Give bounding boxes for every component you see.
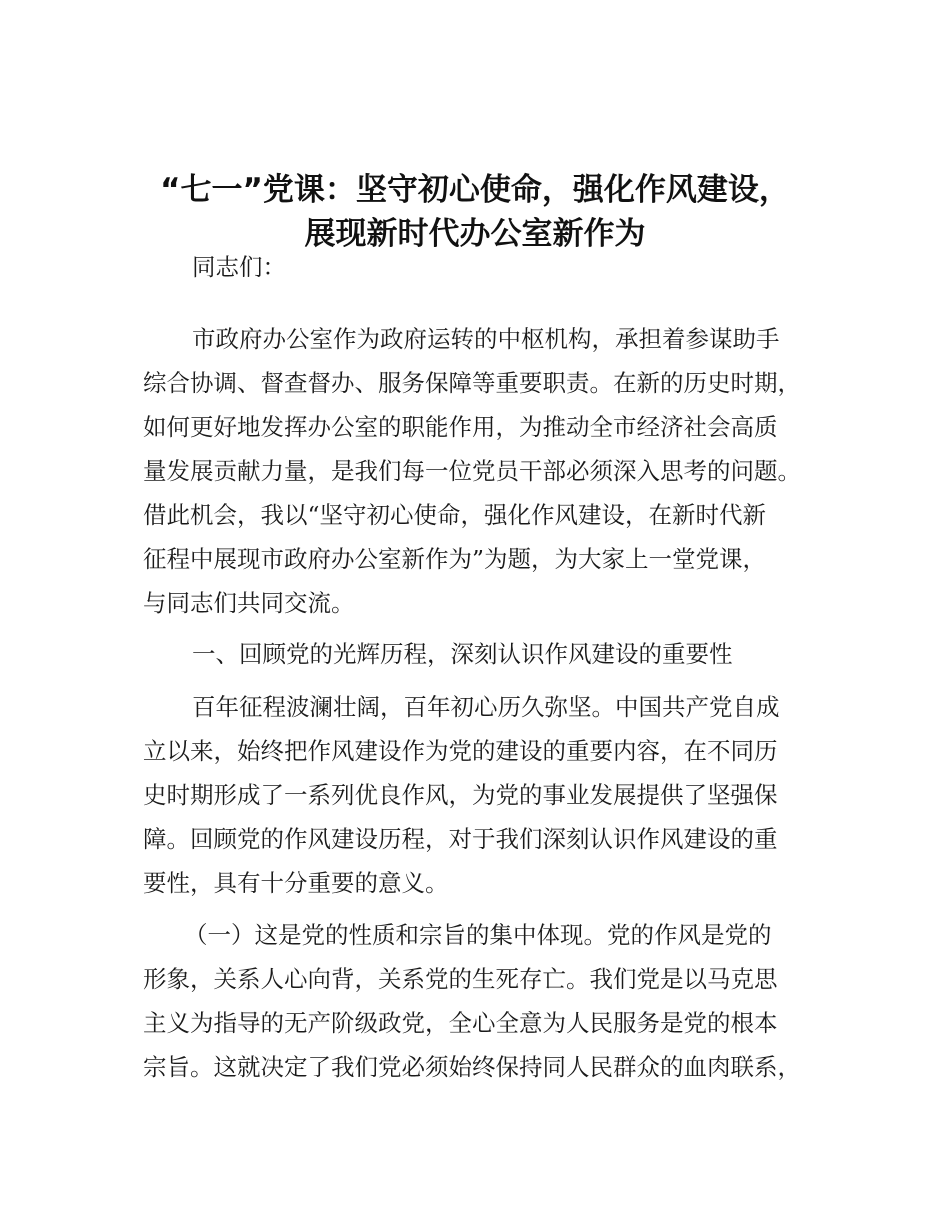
intro-line-2: 综合协调、督查督办、服务保障等重要职责。在新的历史时期， bbox=[143, 369, 801, 397]
subsection1-line-4: 宗旨。这就决定了我们党必须始终保持同人民群众的血肉联系， bbox=[143, 1053, 801, 1081]
section1-line-1: 百年征程波澜壮阔，百年初心历久弥坚。中国共产党自成 bbox=[192, 693, 780, 721]
section1-line-2: 立以来，始终把作风建设作为党的建设的重要内容，在不同历 bbox=[143, 737, 778, 765]
intro-line-4: 量发展贡献力量，是我们每一位党员干部必须深入思考的问题。 bbox=[143, 457, 801, 485]
intro-line-5: 借此机会，我以“坚守初心使命，强化作风建设，在新时代新 bbox=[143, 501, 767, 529]
subsection1-line-1: （一）这是党的性质和宗旨的集中体现。党的作风是党的 bbox=[184, 921, 772, 949]
intro-line-1: 市政府办公室作为政府运转的中枢机构，承担着参谋助手 bbox=[192, 325, 780, 353]
section1-line-4: 障。回顾党的作风建设历程，对于我们深刻认识作风建设的重 bbox=[143, 825, 778, 853]
salutation: 同志们： bbox=[192, 253, 286, 281]
subsection1-line-2: 形象，关系人心向背，关系党的生死存亡。我们党是以马克思 bbox=[143, 965, 778, 993]
document-title-line-2: 展现新时代办公室新作为 bbox=[304, 216, 646, 252]
document-title-line-1: “七一”党课：坚守初心使命，强化作风建设， bbox=[160, 172, 790, 208]
section1-line-3: 史时期形成了一系列优良作风，为党的事业发展提供了坚强保 bbox=[143, 781, 778, 809]
section1-line-5: 要性，具有十分重要的意义。 bbox=[143, 869, 449, 897]
intro-line-7: 与同志们共同交流。 bbox=[143, 589, 355, 617]
intro-line-3: 如何更好地发挥办公室的职能作用，为推动全市经济社会高质 bbox=[143, 413, 778, 441]
subsection1-line-3: 主义为指导的无产阶级政党，全心全意为人民服务是党的根本 bbox=[143, 1009, 778, 1037]
section-heading-1: 一、回顾党的光辉历程，深刻认识作风建设的重要性 bbox=[192, 640, 733, 668]
intro-line-6: 征程中展现市政府办公室新作为”为题，为大家上一堂党课， bbox=[143, 545, 767, 573]
